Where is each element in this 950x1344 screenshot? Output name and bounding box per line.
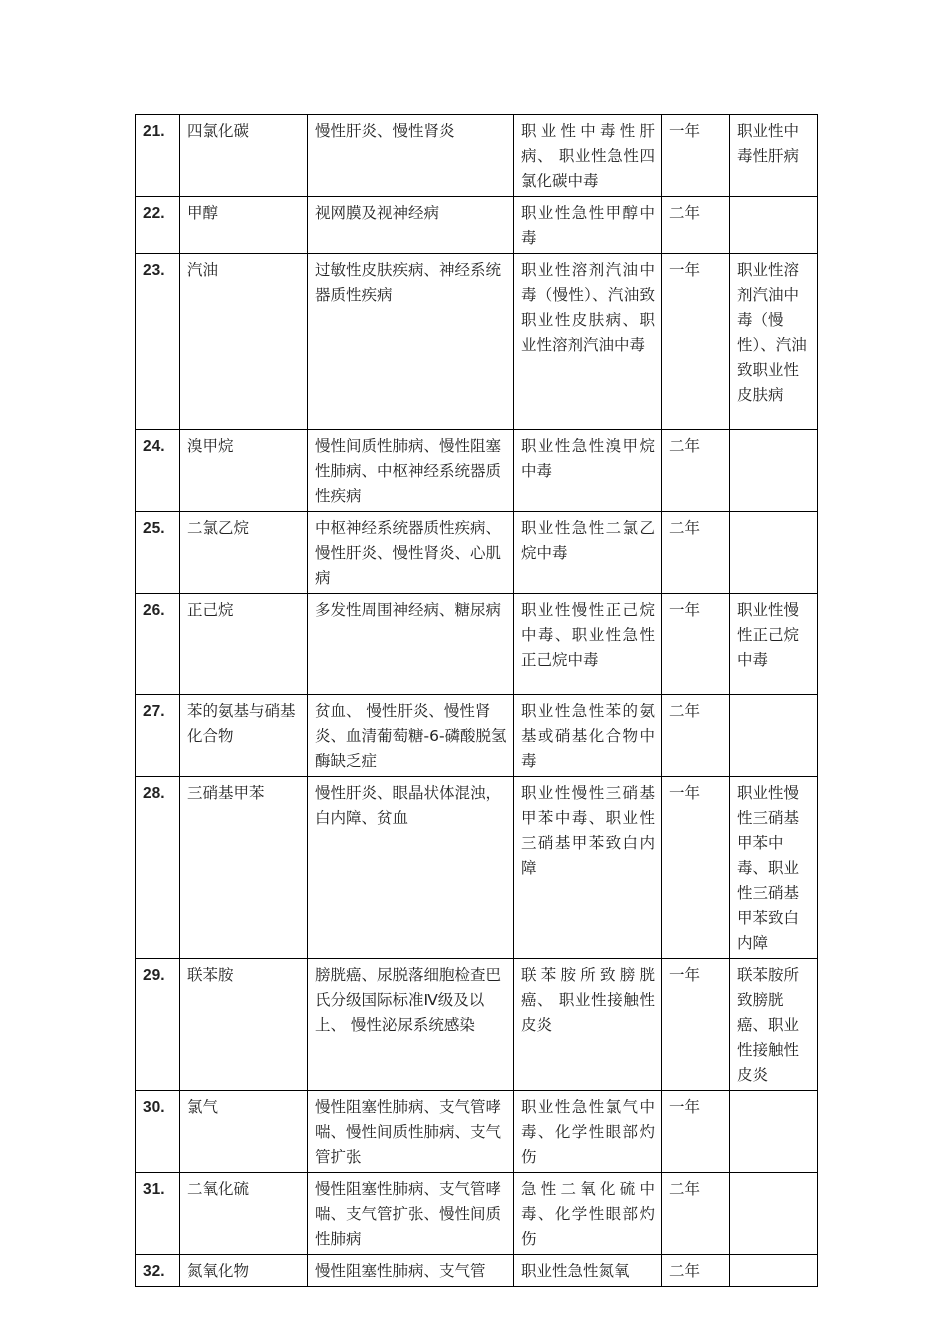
exam-period-cell: 一年 [662, 115, 730, 197]
table-row [136, 959, 818, 1091]
occupational-disease-cell: 职业性急性氯气中毒、化学性眼部灼伤 [514, 1091, 662, 1173]
hazard-substance-cell: 甲醇 [180, 197, 308, 254]
hazard-substance-cell: 正己烷 [180, 594, 308, 695]
hazard-substance-cell: 苯的氨基与硝基化合物 [180, 695, 308, 777]
hazard-substance-cell: 联苯胺 [180, 959, 308, 1091]
hazard-substance-cell: 四氯化碳 [180, 115, 308, 197]
contraindication-cell: 慢性肝炎、慢性肾炎 [308, 115, 514, 197]
row-number-cell: 31. [136, 1173, 180, 1255]
row-number-cell: 32. [136, 1255, 180, 1287]
contraindication-cell: 中枢神经系统器质性疾病、慢性肝炎、慢性肾炎、心肌病 [308, 512, 514, 594]
hazard-table [135, 114, 818, 1287]
chronic-disease-cell: 联苯胺所致膀胱癌、职业性接触性皮炎 [730, 959, 818, 1091]
table-body [136, 115, 818, 1287]
contraindication-cell: 慢性阻塞性肺病、支气管哮喘、慢性间质性肺病、支气管扩张 [308, 1091, 514, 1173]
table-row [136, 777, 818, 959]
occupational-disease-cell: 联苯胺所致膀胱癌、 职业性接触性皮炎 [514, 959, 662, 1091]
table-row [136, 115, 818, 197]
table-row [136, 594, 818, 695]
exam-period-cell: 一年 [662, 777, 730, 959]
hazard-substance-cell: 氯气 [180, 1091, 308, 1173]
chronic-disease-cell: 职业性慢性三硝基甲苯中毒、职业性三硝基甲苯致白内障 [730, 777, 818, 959]
hazard-substance-cell: 汽油 [180, 254, 308, 430]
row-number-cell: 27. [136, 695, 180, 777]
contraindication-cell: 膀胱癌、尿脱落细胞检查巴氏分级国际标准Ⅳ级及以上、 慢性泌尿系统感染 [308, 959, 514, 1091]
contraindication-cell: 多发性周围神经病、糖尿病 [308, 594, 514, 695]
chronic-disease-cell [730, 1173, 818, 1255]
contraindication-cell: 慢性间质性肺病、慢性阻塞性肺病、中枢神经系统器质性疾病 [308, 430, 514, 512]
occupational-disease-cell: 职业性急性二氯乙烷中毒 [514, 512, 662, 594]
chronic-disease-cell [730, 695, 818, 777]
occupational-disease-cell: 急性二氧化硫中毒、化学性眼部灼伤 [514, 1173, 662, 1255]
chronic-disease-cell [730, 1255, 818, 1287]
table-row [136, 430, 818, 512]
occupational-disease-cell: 职业性急性甲醇中毒 [514, 197, 662, 254]
occupational-disease-cell: 职业性慢性正己烷中毒、职业性急性正己烷中毒 [514, 594, 662, 695]
contraindication-cell: 慢性阻塞性肺病、支气管哮喘、支气管扩张、慢性间质性肺病 [308, 1173, 514, 1255]
hazard-substance-cell: 氮氧化物 [180, 1255, 308, 1287]
exam-period-cell: 二年 [662, 430, 730, 512]
chronic-disease-cell [730, 197, 818, 254]
chronic-disease-cell [730, 1091, 818, 1173]
chronic-disease-cell [730, 430, 818, 512]
row-number-cell: 21. [136, 115, 180, 197]
chronic-disease-cell: 职业性中毒性肝病 [730, 115, 818, 197]
contraindication-cell: 贫血、 慢性肝炎、慢性肾炎、血清葡萄糖-6-磷酸脱氢酶缺乏症 [308, 695, 514, 777]
chronic-disease-cell [730, 512, 818, 594]
occupational-disease-cell: 职业性急性苯的氨基或硝基化合物中毒 [514, 695, 662, 777]
chronic-disease-cell: 职业性慢性正己烷中毒 [730, 594, 818, 695]
exam-period-cell: 一年 [662, 254, 730, 430]
exam-period-cell: 一年 [662, 1091, 730, 1173]
contraindication-cell: 慢性阻塞性肺病、支气管 [308, 1255, 514, 1287]
row-number-cell: 22. [136, 197, 180, 254]
exam-period-cell: 二年 [662, 197, 730, 254]
row-number-cell: 28. [136, 777, 180, 959]
row-number-cell: 24. [136, 430, 180, 512]
table-row [136, 695, 818, 777]
occupational-disease-cell: 职业性中毒性肝病、 职业性急性四氯化碳中毒 [514, 115, 662, 197]
row-number-cell: 23. [136, 254, 180, 430]
hazard-substance-cell: 二氧化硫 [180, 1173, 308, 1255]
exam-period-cell: 一年 [662, 959, 730, 1091]
contraindication-cell: 视网膜及视神经病 [308, 197, 514, 254]
hazard-substance-cell: 三硝基甲苯 [180, 777, 308, 959]
occupational-disease-cell: 职业性溶剂汽油中毒（慢性）、汽油致职业性皮肤病、职业性溶剂汽油中毒 [514, 254, 662, 430]
exam-period-cell: 二年 [662, 1255, 730, 1287]
contraindication-cell: 过敏性皮肤疾病、神经系统器质性疾病 [308, 254, 514, 430]
occupational-disease-cell: 职业性慢性三硝基甲苯中毒、职业性三硝基甲苯致白内障 [514, 777, 662, 959]
table-row [136, 254, 818, 430]
table-row [136, 1091, 818, 1173]
row-number-cell: 26. [136, 594, 180, 695]
row-number-cell: 29. [136, 959, 180, 1091]
row-number-cell: 25. [136, 512, 180, 594]
table-row [136, 512, 818, 594]
row-number-cell: 30. [136, 1091, 180, 1173]
exam-period-cell: 二年 [662, 512, 730, 594]
table-row [136, 1255, 818, 1287]
exam-period-cell: 二年 [662, 1173, 730, 1255]
occupational-disease-cell: 职业性急性溴甲烷中毒 [514, 430, 662, 512]
contraindication-cell: 慢性肝炎、眼晶状体混浊，白内障、贫血 [308, 777, 514, 959]
chronic-disease-cell: 职业性溶剂汽油中毒（慢性）、汽油致职业性皮肤病 [730, 254, 818, 430]
occupational-disease-cell: 职业性急性氮氧 [514, 1255, 662, 1287]
hazard-substance-cell: 二氯乙烷 [180, 512, 308, 594]
exam-period-cell: 二年 [662, 695, 730, 777]
table-row [136, 1173, 818, 1255]
hazard-substance-cell: 溴甲烷 [180, 430, 308, 512]
exam-period-cell: 一年 [662, 594, 730, 695]
table-row [136, 197, 818, 254]
